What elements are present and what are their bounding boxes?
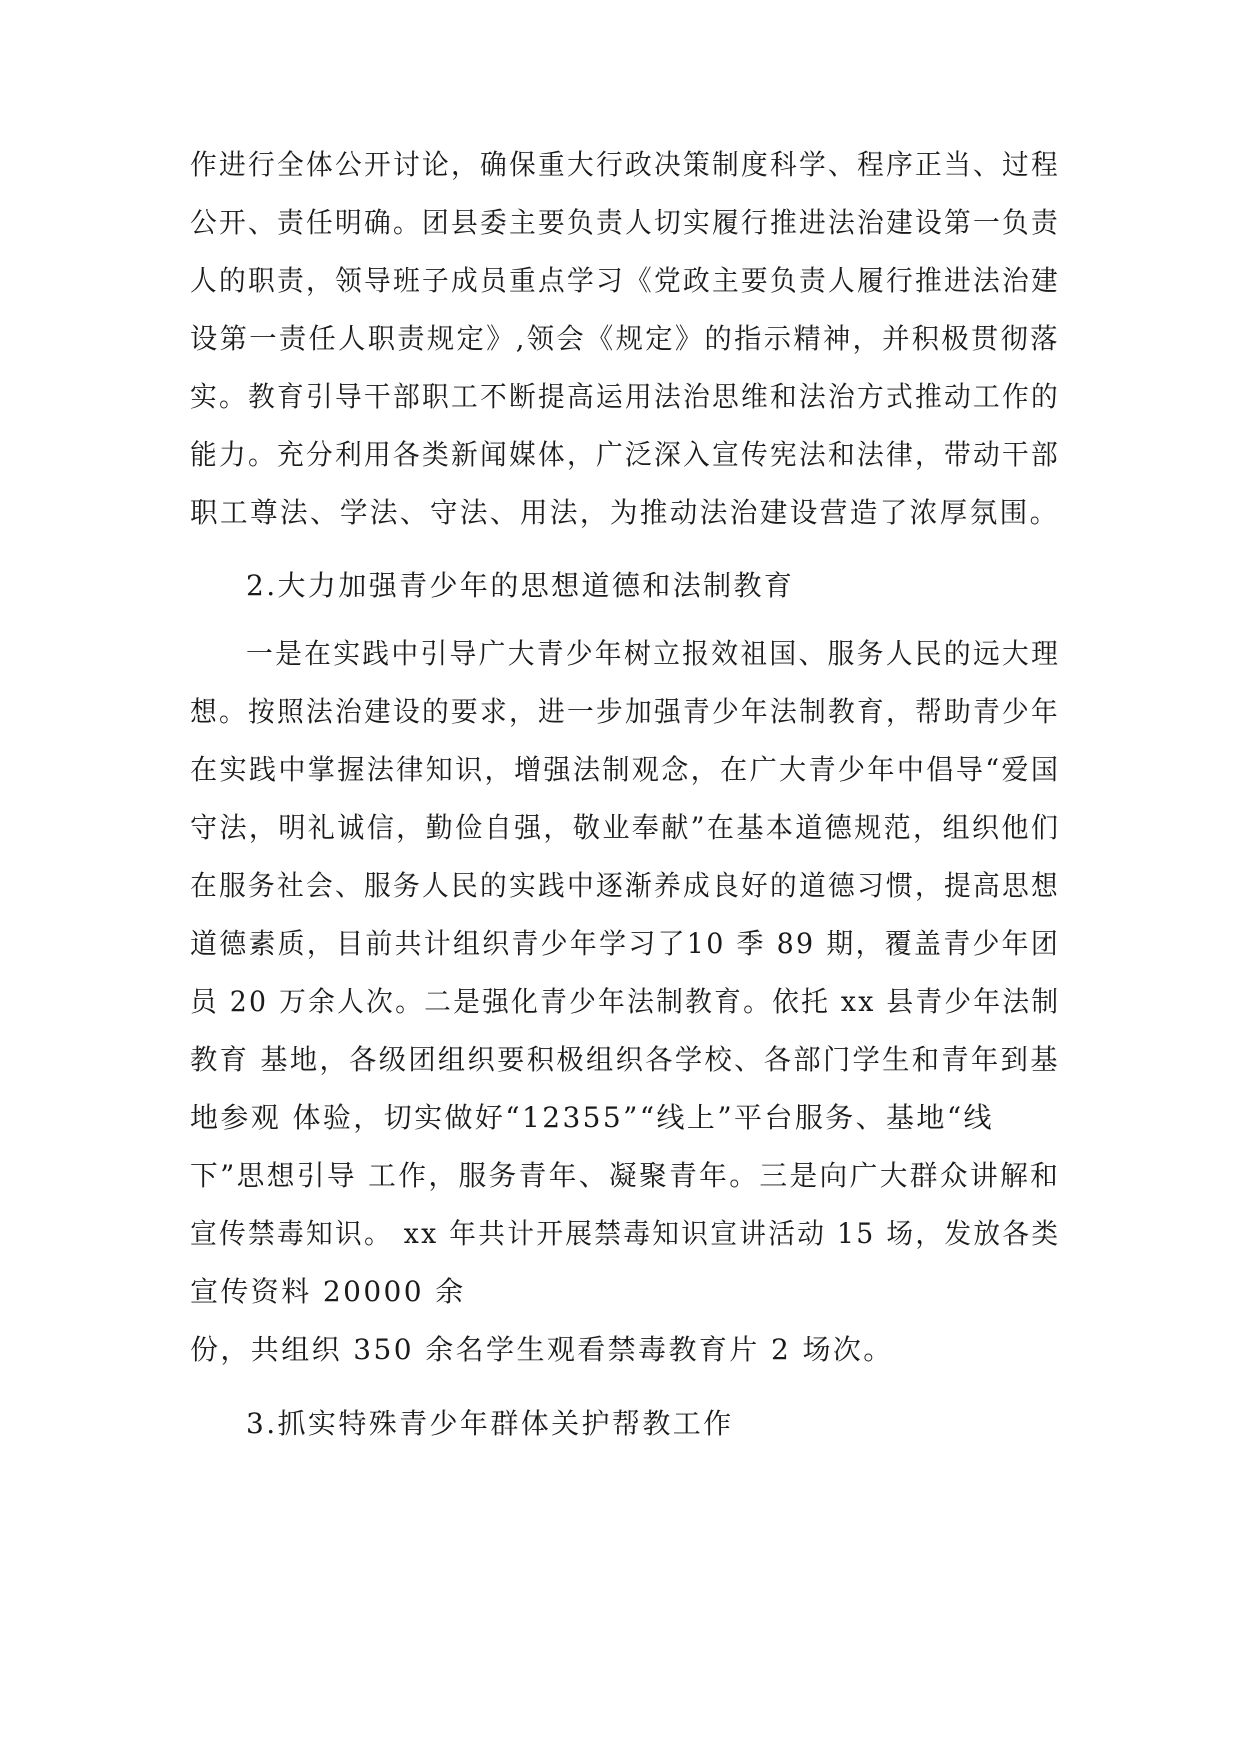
paragraph-line-17: 下”思想引导 工作，服务青年、凝聚青年。三是向广大群众讲解和 — [190, 1159, 1061, 1192]
section-heading-2: 2.大力加强青少年的思想道德和法制教育 — [246, 569, 795, 602]
paragraph-line-13: 道德素质，目前共计组织青少年学习了10 季 89 期，覆盖青少年团 — [190, 927, 1061, 960]
paragraph-line-10: 在实践中掌握法律知识，增强法制观念，在广大青少年中倡导“爱国 — [190, 753, 1061, 786]
paragraph-line-14: 员 20 万余人次。二是强化青少年法制教育。依托 xx 县青少年法制 — [190, 985, 1061, 1018]
paragraph-line-8: 一是在实践中引导广大青少年树立报效祖国、服务人民的远大理 — [246, 637, 1061, 670]
paragraph-line-2: 公开、责任明确。团县委主要负责人切实履行推进法治建设第一负责 — [190, 206, 1060, 239]
paragraph-line-4: 设第一责任人职责规定》,领会《规定》的指示精神，并积极贯彻落 — [190, 322, 1060, 355]
paragraph-line-5: 实。教育引导干部职工不断提高运用法治思维和法治方式推动工作的 — [190, 380, 1060, 413]
paragraph-line-9: 想。按照法治建设的要求，进一步加强青少年法制教育，帮助青少年 — [190, 695, 1060, 728]
paragraph-line-15: 教育 基地，各级团组织要积极组织各学校、各部门学生和青年到基 — [190, 1043, 1060, 1076]
paragraph-line-18: 宣传禁毒知识。 xx 年共计开展禁毒知识宣讲活动 15 场，发放各类 — [190, 1217, 1061, 1250]
paragraph-line-6: 能力。充分利用各类新闻媒体，广泛深入宣传宪法和法律，带动干部 — [190, 438, 1060, 471]
paragraph-line-20: 份，共组织 350 余名学生观看禁毒教育片 2 场次。 — [190, 1333, 894, 1366]
section-heading-3: 3.抓实特殊青少年群体关护帮教工作 — [246, 1407, 734, 1440]
paragraph-line-1: 作进行全体公开讨论，确保重大行政决策制度科学、程序正当、过程 — [190, 148, 1060, 181]
paragraph-line-19: 宣传资料 20000 余 — [190, 1275, 466, 1308]
paragraph-line-7: 职工尊法、学法、守法、用法，为推动法治建设营造了浓厚氛围。 — [190, 496, 1060, 529]
paragraph-line-16: 地参观 体验，切实做好“12355”“线上”平台服务、基地“线 — [190, 1101, 994, 1134]
paragraph-line-11: 守法，明礼诚信，勤俭自强，敬业奉献”在基本道德规范，组织他们 — [190, 811, 1061, 844]
paragraph-line-12: 在服务社会、服务人民的实践中逐渐养成良好的道德习惯，提高思想 — [190, 869, 1060, 902]
paragraph-line-3: 人的职责，领导班子成员重点学习《党政主要负责人履行推进法治建 — [190, 264, 1060, 297]
